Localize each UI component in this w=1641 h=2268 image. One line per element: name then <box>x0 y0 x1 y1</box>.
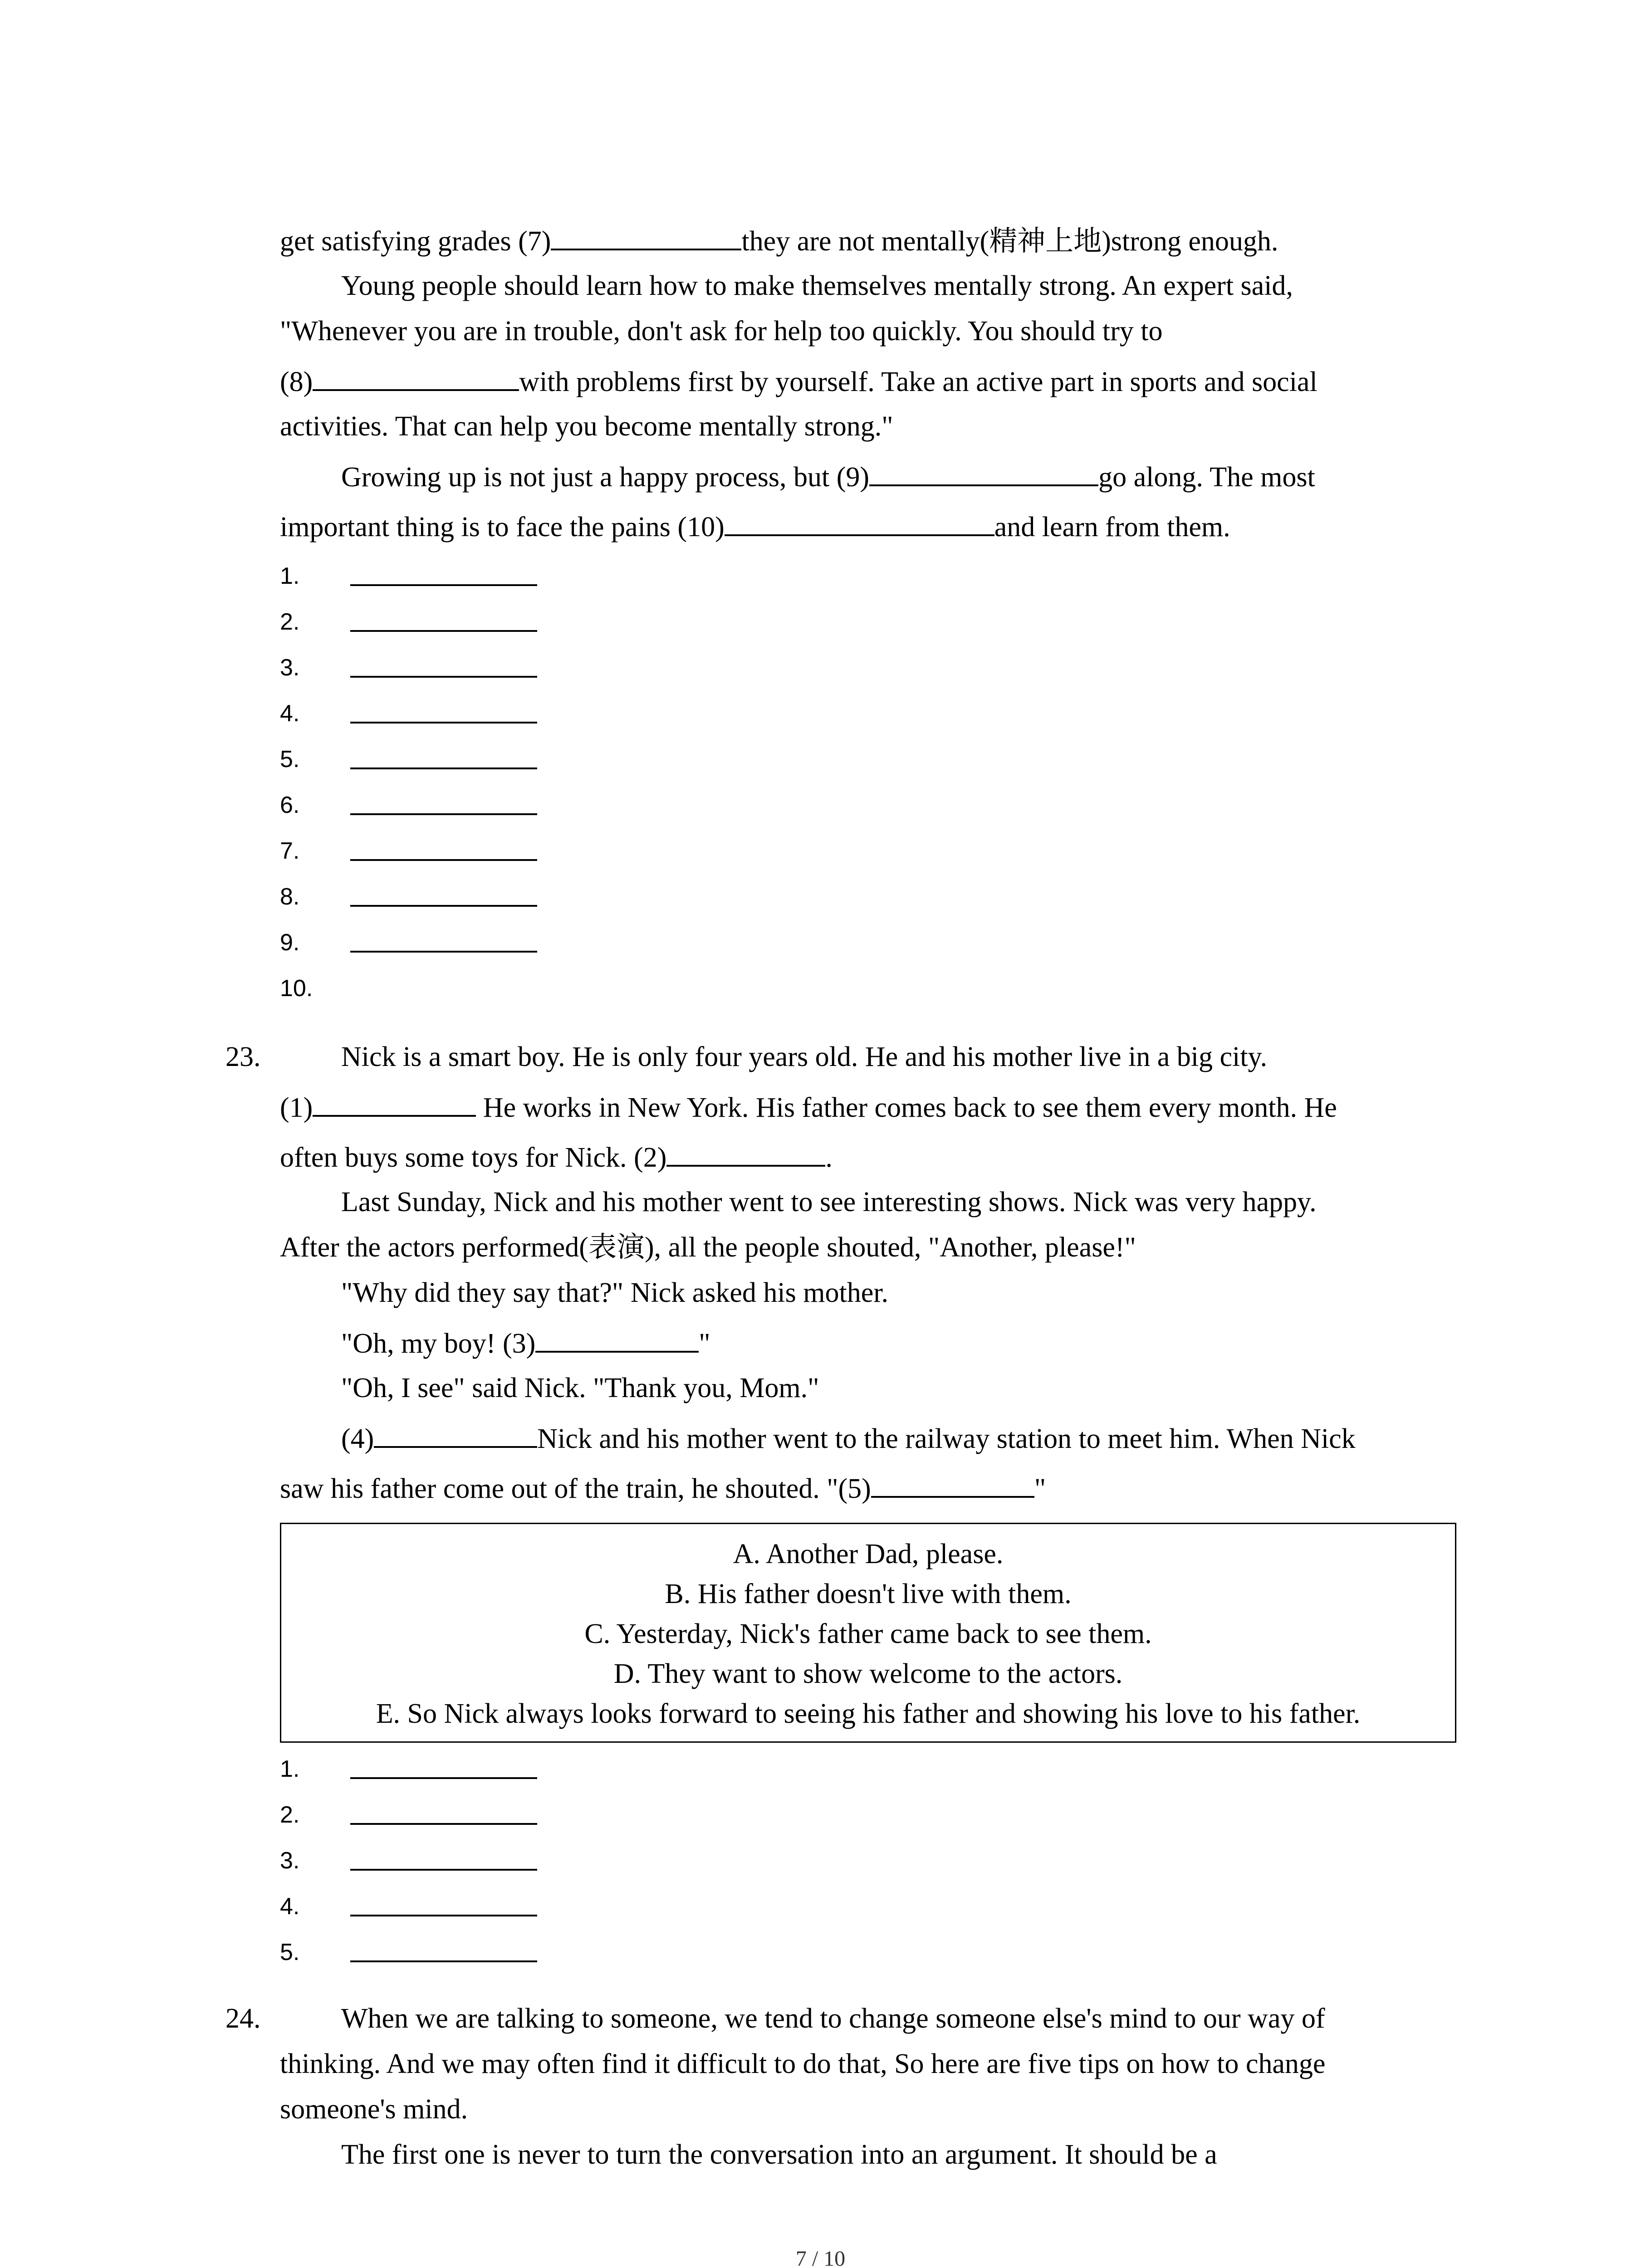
answer-number: 3. <box>280 1848 300 1874</box>
answer-number: 5. <box>280 746 300 772</box>
passage-line: Young people should learn how to make themselves mentally strong. An expert said, <box>341 270 1293 301</box>
passage-line: "Whenever you are in trouble, don't ask for help too quickly. You should try to <box>280 316 1163 347</box>
answer-number: 4. <box>280 700 300 727</box>
option-e: E. So Nick always looks forward to seeing his father and showing his love to his father. <box>376 1698 1361 1729</box>
answer-blank[interactable] <box>551 222 741 250</box>
answer-blank[interactable] <box>871 1470 1034 1498</box>
answer-line[interactable] <box>350 1777 537 1779</box>
answer-line[interactable] <box>350 630 537 632</box>
answer-line[interactable] <box>350 722 537 723</box>
answer-number: 2. <box>280 609 300 635</box>
answer-line[interactable] <box>350 905 537 907</box>
passage-line: The first one is never to turn the conversation into an argument. It should be a <box>341 2139 1217 2170</box>
answer-line[interactable] <box>350 584 537 586</box>
answer-number: 2. <box>280 1802 300 1828</box>
answer-line[interactable] <box>350 951 537 953</box>
answer-blank[interactable] <box>666 1139 825 1167</box>
answer-number: 6. <box>280 792 300 818</box>
passage-line: get satisfying grades (7) they are not mentally(精神上地)strong enough. <box>280 222 1278 259</box>
passage-line: activities. That can help you become mentally strong." <box>280 411 893 442</box>
answer-number: 9. <box>280 929 300 956</box>
passage-line: After the actors performed(表演), all the people shouted, "Another, please!" <box>280 1232 1136 1263</box>
answer-blank[interactable] <box>313 1089 476 1117</box>
passage-line: "Oh, I see" said Nick. "Thank you, Mom." <box>341 1373 819 1403</box>
answer-number: 1. <box>280 1756 300 1782</box>
passage-line: "Oh, my boy! (3) " <box>341 1325 710 1362</box>
answer-number: 10. <box>280 975 313 1002</box>
answer-blank[interactable] <box>535 1325 699 1353</box>
page-number: 7 / 10 <box>795 2247 846 2268</box>
passage-line: Last Sunday, Nick and his mother went to see interesting shows. Nick was very happy. <box>341 1187 1317 1217</box>
answer-line[interactable] <box>350 1823 537 1825</box>
passage-line: Growing up is not just a happy process, but (9) go along. The most <box>341 458 1315 495</box>
answer-line[interactable] <box>350 1960 537 1962</box>
answer-blank[interactable] <box>313 363 519 391</box>
answer-number: 8. <box>280 884 300 910</box>
passage-line: (4) Nick and his mother went to the railway station to meet him. When Nick <box>341 1420 1356 1457</box>
passage-line: (1) He works in New York. His father comes back to see them every month. He <box>280 1089 1337 1126</box>
options-box <box>280 1523 1456 1743</box>
answer-line[interactable] <box>350 1915 537 1916</box>
answer-blank[interactable] <box>869 458 1098 486</box>
answer-number: 1. <box>280 563 300 589</box>
passage-line: "Why did they say that?" Nick asked his mother. <box>341 1277 888 1308</box>
option-a: A. Another Dad, please. <box>733 1539 1004 1569</box>
option-c: C. Yesterday, Nick's father came back to see them. <box>584 1618 1152 1649</box>
answer-blank[interactable] <box>725 508 994 536</box>
passage-line: someone's mind. <box>280 2094 468 2125</box>
answer-line[interactable] <box>350 676 537 678</box>
passage-line: important thing is to face the pains (10) and learn from them. <box>280 508 1230 545</box>
answer-line[interactable] <box>350 813 537 815</box>
passage-line: Nick is a smart boy. He is only four years old. He and his mother live in a big city. <box>341 1041 1267 1072</box>
question-number: 24. <box>225 2003 261 2034</box>
passage-line: (8) with problems first by yourself. Take an active part in sports and social <box>280 363 1318 400</box>
answer-number: 3. <box>280 655 300 681</box>
answer-line[interactable] <box>350 859 537 861</box>
answer-number: 7. <box>280 838 300 864</box>
answer-number: 4. <box>280 1893 300 1920</box>
passage-line: When we are talking to someone, we tend to change someone else's mind to our way of <box>341 2003 1325 2034</box>
answer-number: 5. <box>280 1939 300 1965</box>
passage-line: often buys some toys for Nick. (2) . <box>280 1139 833 1176</box>
option-b: B. His father doesn't live with them. <box>665 1579 1072 1609</box>
option-d: D. They want to show welcome to the actors. <box>613 1658 1123 1689</box>
answer-line[interactable] <box>350 1869 537 1871</box>
answer-blank[interactable] <box>374 1420 537 1448</box>
passage-line: thinking. And we may often find it difficult to do that, So here are five tips on how to change <box>280 2048 1326 2079</box>
question-number: 23. <box>225 1041 261 1072</box>
answer-line[interactable] <box>350 767 537 769</box>
passage-line: saw his father come out of the train, he shouted. "(5) " <box>280 1470 1046 1507</box>
